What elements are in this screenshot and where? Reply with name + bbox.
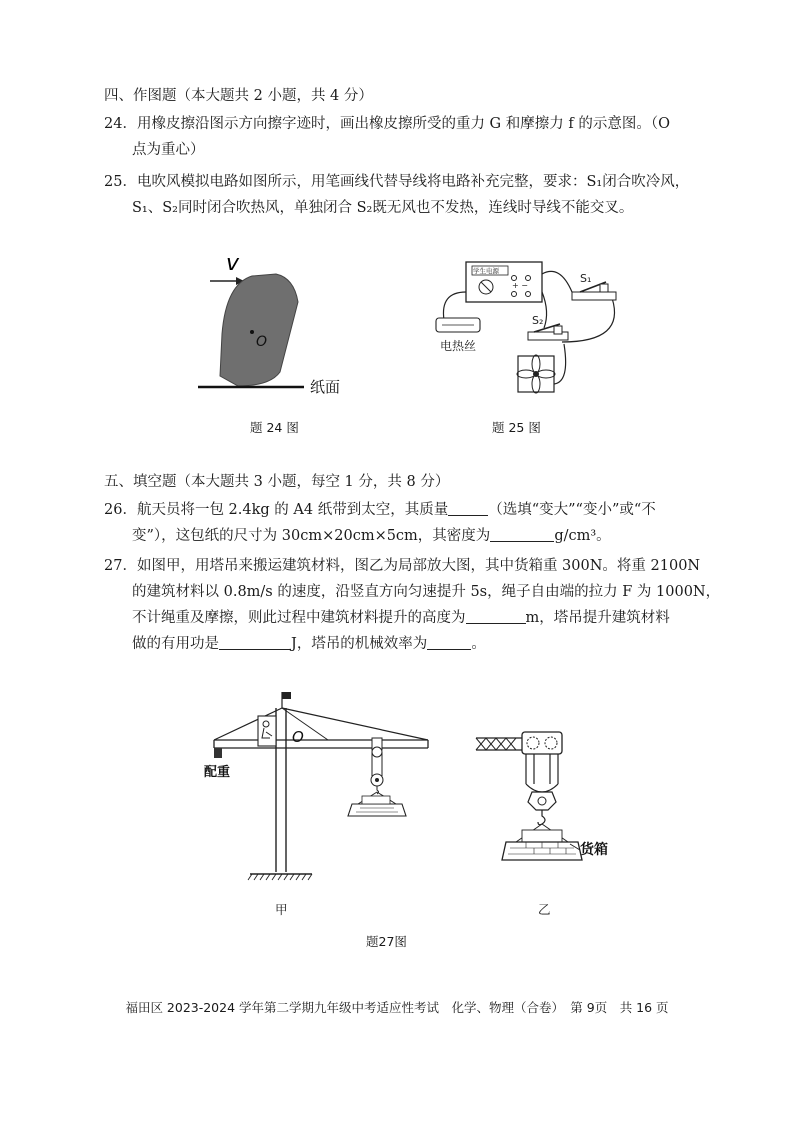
trolley bbox=[522, 732, 562, 754]
q26-text-2b: g/cm³。 bbox=[554, 528, 611, 544]
heater-element bbox=[436, 318, 480, 332]
q24-text-2: 点为重心） bbox=[132, 142, 205, 158]
switch-s1 bbox=[572, 282, 616, 300]
label-yi: 乙 bbox=[538, 902, 551, 917]
center-of-gravity-dot bbox=[250, 330, 254, 334]
q26-text-1b: （选填“变大”“变小”或“不 bbox=[488, 502, 656, 518]
q26-blank-1[interactable] bbox=[448, 501, 488, 516]
q27-text-4c: 。 bbox=[471, 636, 486, 652]
q25-number: 25． bbox=[104, 174, 137, 190]
pulley-block bbox=[371, 738, 383, 794]
q25-text-2: S₁、S₂同时闭合吹热风，单独闭合 S₂既无风也不发热，连线时导线不能交叉。 bbox=[132, 200, 634, 216]
power-label: 学生电源 bbox=[473, 267, 499, 275]
pivot-label: O bbox=[292, 728, 304, 746]
section-5-heading: 五、填空题（本大题共 3 小题，每空 1 分，共 8 分） bbox=[104, 474, 450, 490]
operator-cab bbox=[258, 716, 276, 746]
q26-line1 bbox=[104, 500, 656, 520]
paper-label: 纸面 bbox=[310, 378, 341, 396]
q27-blank-1[interactable] bbox=[466, 609, 526, 624]
ground bbox=[248, 874, 312, 880]
fan bbox=[517, 355, 555, 393]
hook-block bbox=[526, 754, 558, 825]
counterweight bbox=[214, 748, 222, 758]
s1-label: S₁ bbox=[580, 272, 592, 285]
q27-text-1: 如图甲，用塔吊来搬运建筑材料，图乙为局部放大图，其中货箱重 300N。将重 2100N bbox=[136, 558, 701, 574]
wire-s1-s2 bbox=[562, 298, 615, 342]
section-4-heading: 四、作图题（本大题共 2 小题，共 4 分） bbox=[104, 88, 373, 104]
box-label: 货箱 bbox=[580, 842, 608, 858]
q26-line2 bbox=[132, 526, 611, 546]
q27-blank-2[interactable] bbox=[219, 635, 291, 650]
center-label: O bbox=[256, 334, 268, 350]
q24-number: 24． bbox=[104, 116, 137, 132]
q27-text-3a: 不计绳重及摩擦，则此过程中建筑材料提升的高度为 bbox=[132, 610, 466, 626]
flag bbox=[282, 692, 291, 699]
cargo-box-detail bbox=[502, 824, 582, 860]
q26-text-2a: 变”），这包纸的尺寸为 30cm×20cm×5cm，其密度为 bbox=[132, 528, 491, 544]
figure-27-crane bbox=[200, 686, 440, 886]
q27-line4 bbox=[132, 634, 486, 654]
figure-24-caption: 题 24 图 bbox=[250, 420, 299, 435]
q26-blank-2[interactable] bbox=[490, 527, 554, 542]
q27-text-3b: m，塔吊提升建筑材料 bbox=[525, 610, 670, 626]
q25-text-1: 电吹风模拟电路如图所示，用笔画线代替导线将电路补充完整，要求：S₁闭合吹冷风， bbox=[136, 174, 690, 190]
figure-27-detail bbox=[470, 730, 630, 880]
q27-number: 27． bbox=[104, 558, 137, 574]
q26-number: 26． bbox=[104, 502, 137, 518]
label-jia: 甲 bbox=[275, 902, 288, 917]
velocity-label: v bbox=[226, 251, 240, 276]
q27-line1 bbox=[104, 556, 700, 576]
q27-text-4a: 做的有用功是 bbox=[132, 636, 219, 652]
q27-blank-3[interactable] bbox=[427, 635, 471, 650]
wire-power-s1 bbox=[542, 271, 572, 292]
eraser-shape bbox=[220, 274, 298, 386]
q25-line1 bbox=[104, 172, 689, 192]
q27-line3 bbox=[132, 608, 670, 628]
q27-text-4b: J，塔吊的机械效率为 bbox=[291, 636, 428, 652]
figure-25-caption: 题 25 图 bbox=[492, 420, 541, 435]
wire-s2-fan bbox=[554, 344, 566, 384]
jib-truss-detail bbox=[476, 738, 522, 750]
heater-label: 电热丝 bbox=[440, 339, 477, 353]
q24-text-1: 用橡皮擦沿图示方向擦字迹时，画出橡皮擦所受的重力 G 和摩擦力 f 的示意图。（O bbox=[136, 116, 670, 132]
crane-jib bbox=[214, 708, 428, 748]
q27-text-2: 的建筑材料以 0.8m/s 的速度，沿竖直方向匀速提升 5s，绳子自由端的拉力 F 为 1000N， bbox=[132, 584, 721, 600]
power-terminals-label: + − bbox=[512, 281, 528, 290]
figure-27-caption: 题27图 bbox=[366, 934, 407, 949]
counterweight-label: 配重 bbox=[204, 765, 231, 780]
cargo-box bbox=[348, 792, 406, 816]
figure-25 bbox=[430, 252, 630, 402]
crane-mast bbox=[276, 708, 286, 872]
figure-24 bbox=[190, 244, 350, 404]
q24-line1 bbox=[104, 114, 670, 134]
q26-text-1a: 航天员将一包 2.4kg 的 A4 纸带到太空，其质量 bbox=[136, 502, 449, 518]
page-footer: 福田区 2023-2024 学年第二学期九年级中考适应性考试 化学、物理（合卷） 第 9页 共 16 页 bbox=[125, 1000, 669, 1015]
s2-label: S₂ bbox=[532, 314, 544, 327]
wire-power-heater bbox=[443, 292, 466, 320]
